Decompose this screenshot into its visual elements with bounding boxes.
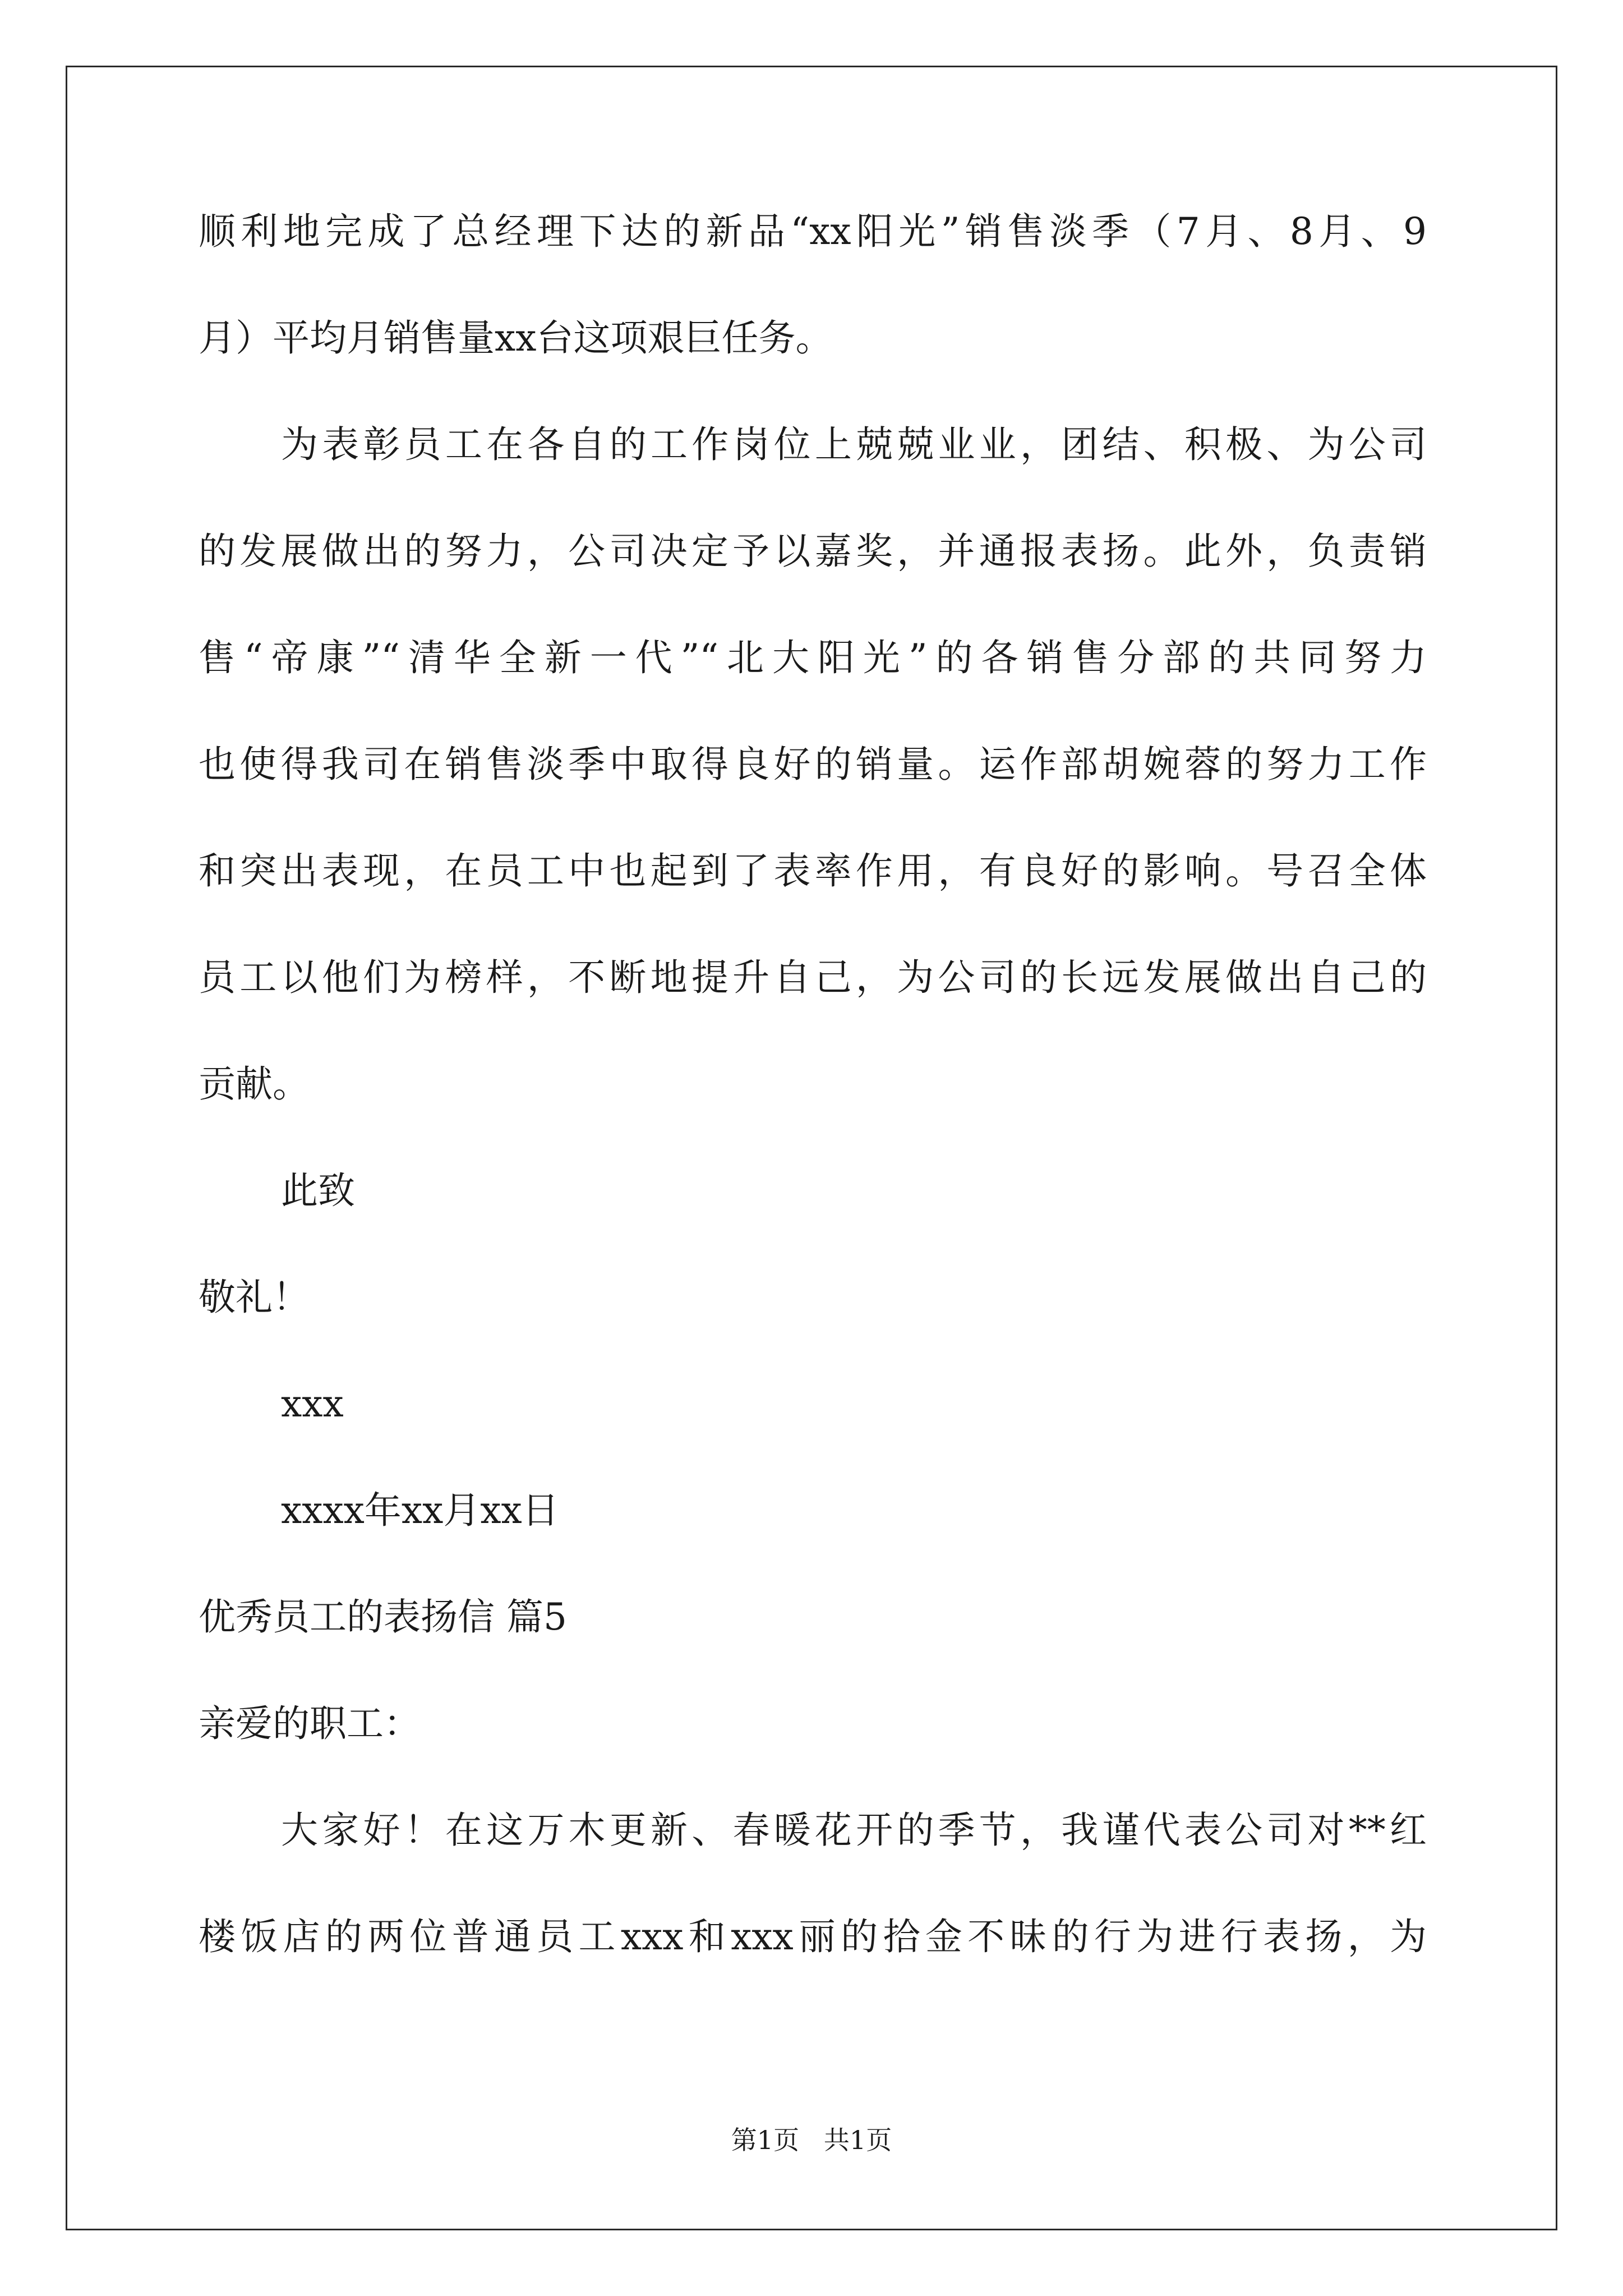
closing-salutation: 此致 xyxy=(281,1169,355,1212)
text-line-8: 员工以他们为榜样，不断地提升自己，为公司的长远发展做出自己的 xyxy=(199,956,1427,999)
signature-date: xxxx年xx月xx日 xyxy=(281,1489,559,1532)
text-line-9: 贡献。 xyxy=(199,1062,310,1106)
text-line-1: 顺利地完成了总经理下达的新品“xx阳光”销售淡季（7月、8月、9 xyxy=(199,210,1427,253)
text-line-17: 楼饭店的两位普通员工xxx和xxx丽的拾金不昧的行为进行表扬，为 xyxy=(199,1915,1427,1958)
text-line-16: 大家好！在这万木更新、春暖花开的季节，我谨代表公司对**红 xyxy=(281,1809,1427,1852)
text-line-4: 的发展做出的努力，公司决定予以嘉奖，并通报表扬。此外，负责销 xyxy=(199,530,1427,573)
text-line-5: 售“帝康”“清华全新一代”“北大阳光”的各销售分部的共同努力 xyxy=(199,636,1427,679)
page-footer: 第1页 共1页 xyxy=(731,2125,892,2155)
text-line-2: 月）平均月销售量xx台这项艰巨任务。 xyxy=(199,316,833,360)
greeting: 亲爱的职工： xyxy=(199,1702,421,1745)
text-line-6: 也使得我司在销售淡季中取得良好的销量。运作部胡婉蓉的努力工作 xyxy=(199,743,1427,786)
text-line-7: 和突出表现，在员工中也起到了表率作用，有良好的影响。号召全体 xyxy=(199,849,1427,892)
closing-regards: 敬礼！ xyxy=(199,1276,310,1319)
page-border xyxy=(66,66,1557,2230)
signature-name: xxx xyxy=(281,1382,344,1425)
text-line-3: 为表彰员工在各自的工作岗位上兢兢业业，团结、积极、为公司 xyxy=(281,423,1427,466)
section-heading: 优秀员工的表扬信 篇5 xyxy=(199,1595,567,1639)
